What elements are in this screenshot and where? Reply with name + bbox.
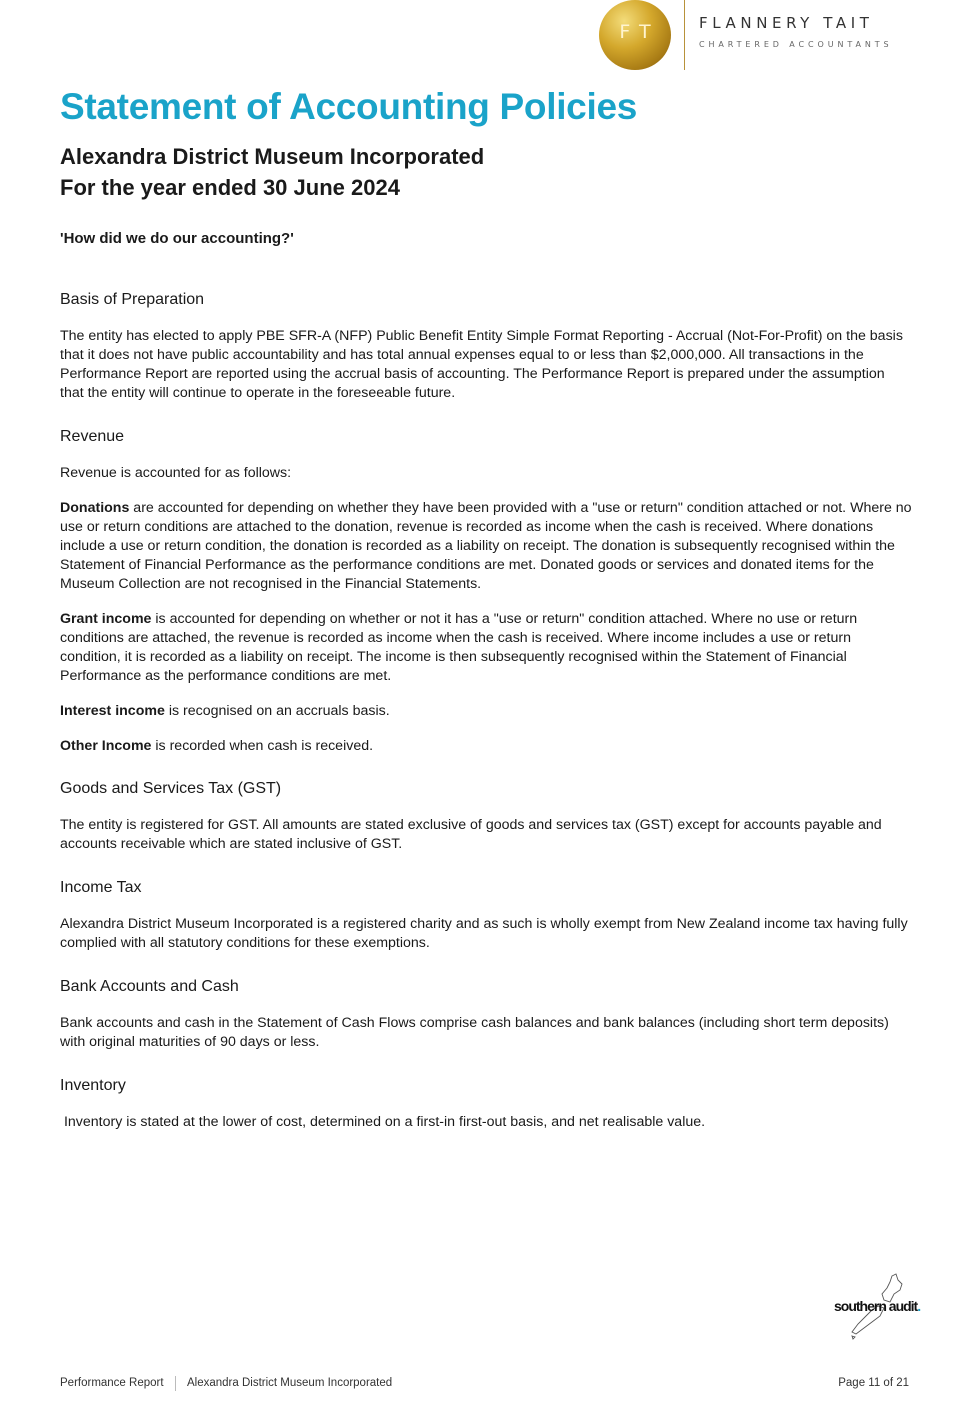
interest-text: is recognised on an accruals basis.	[164, 703, 390, 719]
interest-label: Interest income	[60, 703, 165, 719]
other-income-label: Other Income	[60, 738, 152, 754]
gst-heading: Goods and Services Tax (GST)	[60, 780, 282, 797]
southern-audit-dot: .	[917, 1298, 921, 1314]
donations-paragraph	[60, 499, 912, 594]
basis-text: The entity has elected to apply PBE SFR-A (NFP) Public Benefit Entity Simple Format Reporting - Accrual (Not-For-Profit) on the basis that it does not have public accountability and has total annual expenses equal to or less than $2,000,000. All transactions in the Performance Report are reported using the accrual basis of accounting. The Performance Report is prepared under the assumption that the entity will continue to operate in the foreseeable future.	[60, 328, 903, 401]
bank-heading: Bank Accounts and Cash	[60, 978, 239, 995]
grant-label: Grant income	[60, 611, 152, 627]
revenue-heading: Revenue	[60, 428, 125, 445]
basis-heading: Basis of Preparation	[60, 291, 205, 308]
inventory-heading: Inventory	[60, 1077, 126, 1094]
logo-divider	[684, 0, 685, 70]
donations-label: Donations	[60, 500, 130, 516]
grant-text: is accounted for depending on whether or not it has a "use or return" condition attached. Where no use or return conditions are attached, the revenue is recorded as income when the cash is received. Where income includes a use or return condition, it is recorded as a liability on receipt. The income is then subsequently recognised within the Statement of Financial Performance as the performance conditions are met.	[60, 611, 858, 684]
interest-paragraph	[60, 702, 912, 721]
section-question: 'How did we do our accounting?'	[60, 230, 294, 247]
reporting-period: For the year ended 30 June 2024	[60, 175, 400, 200]
southern-audit-wordmark: southern audit	[834, 1298, 918, 1314]
footer-divider	[175, 1376, 176, 1391]
footer-page-number: Page 11 of 21	[838, 1377, 909, 1389]
footer-organization: Alexandra District Museum Incorporated	[187, 1377, 393, 1389]
logo-firm-subtitle: CHARTERED ACCOUNTANTS	[699, 40, 893, 49]
donations-text: are accounted for depending on whether they have been provided with a "use or return" condition attached or not. Where no use or return conditions are attached to the donation, revenue is recorded as income when the cash is received. Where donations include a use or return condition, the donation is recorded as a liability on receipt. The donation is subsequently recognised within the Statement of Financial Performance as the performance conditions are met. Donated goods or services and donated items for the Museum Collection are not recognised in the Financial Statements.	[60, 500, 912, 592]
inventory-text: Inventory is stated at the lower of cost, determined on a first-in first-out basis, and net realisable value.	[60, 1114, 706, 1130]
other-income-paragraph	[60, 737, 912, 756]
logo-initials: FT	[619, 21, 660, 43]
other-income-text: is recorded when cash is received.	[151, 738, 374, 754]
grant-paragraph	[60, 610, 912, 686]
gst-text: The entity is registered for GST. All amounts are stated exclusive of goods and services tax (GST) except for accounts payable and accounts receivable which are stated inclusive of GST.	[60, 817, 882, 852]
page-title: Statement of Accounting Policies	[60, 86, 637, 127]
organization-name: Alexandra District Museum Incorporated	[60, 144, 485, 169]
footer-report-name: Performance Report	[60, 1377, 164, 1389]
flannery-tait-logo	[599, 0, 919, 72]
southern-audit-logo	[834, 1298, 920, 1314]
income-tax-heading: Income Tax	[60, 879, 142, 896]
income-tax-text: Alexandra District Museum Incorporated is a registered charity and as such is wholly exempt from New Zealand income tax having fully complied with all statutory conditions for these exemptions.	[60, 916, 908, 951]
revenue-intro: Revenue is accounted for as follows:	[60, 465, 292, 481]
logo-firm-name: FLANNERY TAIT	[699, 14, 874, 32]
bank-text: Bank accounts and cash in the Statement of Cash Flows comprise cash balances and bank balances (including short term deposits) with original maturities of 90 days or less.	[60, 1015, 889, 1050]
